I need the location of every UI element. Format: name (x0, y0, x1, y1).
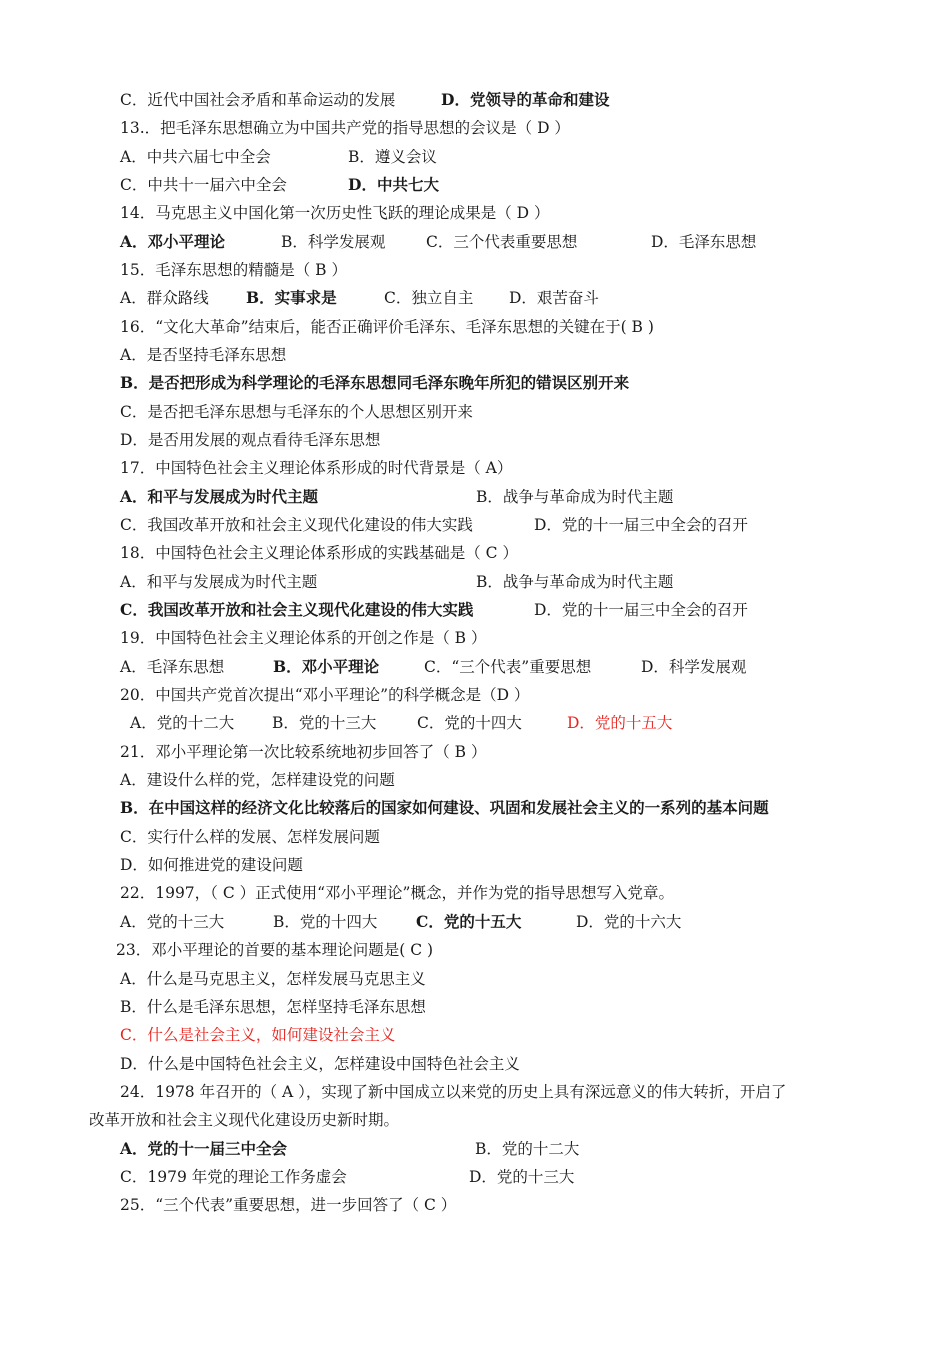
answer-option: A．邓小平理论 (120, 232, 226, 251)
answer-option: A．党的十二大 (130, 714, 235, 732)
answer-option: B．战争与革命成为时代主题 (476, 488, 674, 506)
answer-option: C．党的十四大 (417, 714, 522, 732)
answer-option: A．和平与发展成为时代主题 (120, 573, 318, 591)
text-line: 改革开放和社会主义现代化建设历史新时期。 (89, 1111, 400, 1129)
text-line: D．如何推进党的建设问题 (120, 856, 303, 874)
answer-option: B．党的十三大 (272, 714, 377, 732)
text-line: 19．中国特色社会主义理论体系的开创之作是（ B ） (120, 629, 487, 647)
answer-option: A．毛泽东思想 (120, 658, 225, 676)
answer-option: B．战争与革命成为时代主题 (476, 573, 674, 591)
text-line: 21．邓小平理论第一次比较系统地初步回答了（ B ） (120, 743, 487, 761)
answer-option: D．党的十一届三中全会的召开 (534, 601, 748, 619)
answer-option: C．近代中国社会矛盾和革命运动的发展 (120, 91, 396, 109)
answer-option: C．党的十五大 (416, 912, 522, 931)
answer-option: B．党的十二大 (475, 1140, 580, 1158)
text-line: B．是否把形成为科学理论的毛泽东思想同毛泽东晚年所犯的错误区别开来 (120, 373, 630, 392)
answer-option: D．艰苦奋斗 (509, 289, 599, 307)
text-line: 20．中国共产党首次提出“邓小平理论”的科学概念是（D ） (120, 686, 530, 704)
answer-option: C．“三个代表”重要思想 (424, 658, 592, 676)
text-line: 16．“文化大革命”结束后，能否正确评价毛泽东、毛泽东思想的关键在于( B ) (120, 318, 654, 336)
answer-option: D．党领导的革命和建设 (441, 90, 610, 109)
text-line: 22．1997，（ C ）正式使用“邓小平理论”概念，并作为党的指导思想写入党章。 (120, 884, 674, 902)
text-line: A．什么是马克思主义，怎样发展马克思主义 (120, 970, 426, 988)
answer-option: A．党的十三大 (120, 913, 225, 931)
answer-option: C．我国改革开放和社会主义现代化建设的伟大实践 (120, 516, 473, 534)
text-line: B．在中国这样的经济文化比较落后的国家如何建设、巩固和发展社会主义的一系列的基本问题 (120, 798, 769, 817)
text-line: 14．马克思主义中国化第一次历史性飞跃的理论成果是（ D ） (120, 204, 550, 222)
answer-option: D．科学发展观 (641, 658, 747, 676)
answer-option: C．中共十一届六中全会 (120, 176, 287, 194)
text-line: 13.．把毛泽东思想确立为中国共产党的指导思想的会议是（ D ） (120, 119, 570, 137)
text-line: 15．毛泽东思想的精髓是（ B ） (120, 261, 347, 279)
answer-option: C．独立自主 (384, 289, 474, 307)
text-line: 18．中国特色社会主义理论体系形成的实践基础是（ C ） (120, 544, 518, 562)
text-line: 25．“三个代表”重要思想，进一步回答了（ C ） (120, 1196, 457, 1214)
text-line: C．是否把毛泽东思想与毛泽东的个人思想区别开来 (120, 403, 473, 421)
text-line: 17．中国特色社会主义理论体系形成的时代背景是（ A） (120, 459, 513, 477)
answer-option: D．党的十三大 (469, 1168, 575, 1186)
answer-option: C．1979 年党的理论工作务虚会 (120, 1168, 347, 1186)
answer-option: A．党的十一届三中全会 (120, 1139, 288, 1158)
text-line: D．什么是中国特色社会主义，怎样建设中国特色社会主义 (120, 1055, 520, 1073)
answer-option: A．中共六届七中全会 (120, 148, 271, 166)
answer-option: D．党的十五大 (567, 714, 673, 732)
answer-option: B．实事求是 (246, 288, 337, 307)
answer-option: C．我国改革开放和社会主义现代化建设的伟大实践 (120, 600, 474, 619)
text-line: C．什么是社会主义，如何建设社会主义 (120, 1026, 396, 1044)
answer-option: B．邓小平理论 (273, 657, 380, 676)
answer-option: A．和平与发展成为时代主题 (120, 487, 319, 506)
text-line: A．建设什么样的党，怎样建设党的问题 (120, 771, 395, 789)
answer-option: A．群众路线 (120, 289, 209, 307)
text-line: B．什么是毛泽东思想，怎样坚持毛泽东思想 (120, 998, 426, 1016)
answer-option: C．三个代表重要思想 (426, 233, 578, 251)
answer-option: B．遵义会议 (348, 148, 437, 166)
text-line: C．实行什么样的发展、怎样发展问题 (120, 828, 380, 846)
text-line: 24．1978 年召开的（ A ），实现了新中国成立以来党的历史上具有深远意义的伟大转折，开启了 (120, 1083, 787, 1101)
answer-option: D．党的十六大 (576, 913, 682, 931)
answer-option: B．党的十四大 (273, 913, 378, 931)
text-line: A．是否坚持毛泽东思想 (120, 346, 287, 364)
answer-option: D．毛泽东思想 (651, 233, 757, 251)
answer-option: B．科学发展观 (281, 233, 386, 251)
text-line: D．是否用发展的观点看待毛泽东思想 (120, 431, 381, 449)
text-line: 23．邓小平理论的首要的基本理论问题是( C ) (116, 941, 434, 959)
answer-option: D．中共七大 (348, 175, 439, 194)
answer-option: D．党的十一届三中全会的召开 (534, 516, 748, 534)
